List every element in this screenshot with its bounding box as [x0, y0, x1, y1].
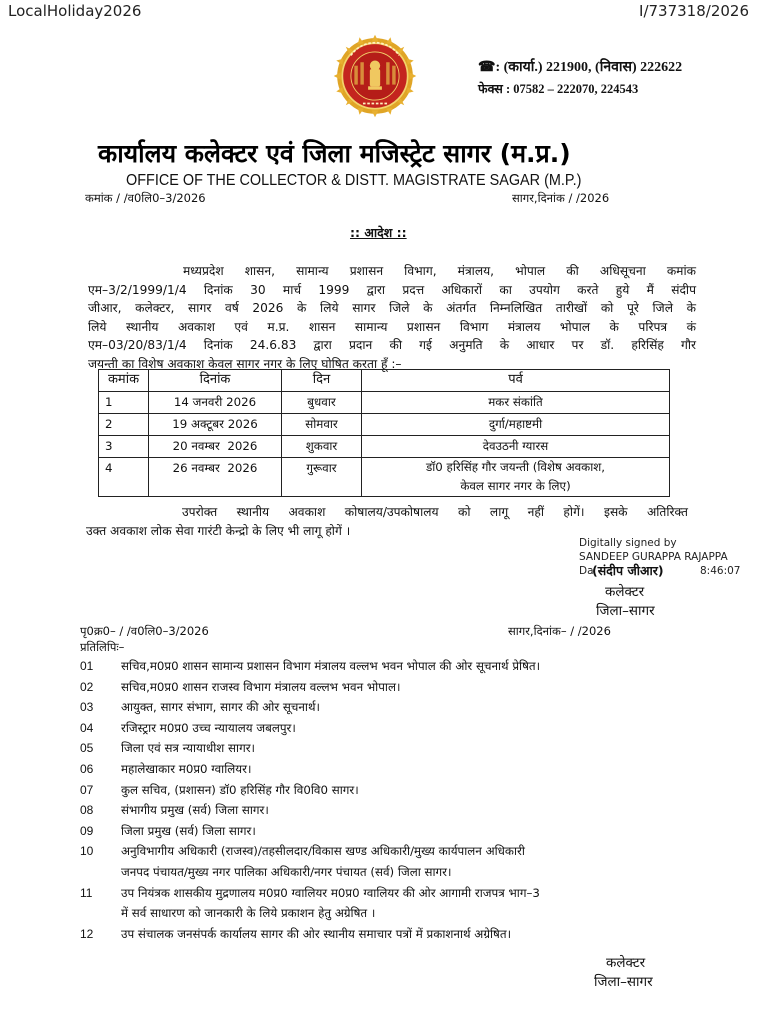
header-serial: कमांक — [99, 370, 149, 392]
item-text: उप नियंत्रक शासकीय मुद्रणालय म0प्र0 ग्वालियर म0प्र0 ग्वालियर की ओर आगामी राजपत्र भाग–3 — [121, 885, 540, 900]
order-paragraph — [88, 262, 696, 374]
item-text: अनुविभागीय अधिकारी (राजस्व)/तहसीलदार/विकास खण्ड अधिकारी/मुख्य कार्यपालन अधिकारी — [121, 844, 525, 859]
cell-day: शुकवार — [282, 436, 362, 458]
item-number: 01 — [80, 659, 94, 673]
cell-date: 14 जनवरी 2026 — [149, 392, 282, 414]
list-item — [80, 821, 750, 842]
list-item — [80, 841, 750, 882]
header-festival: पर्व — [362, 370, 670, 392]
item-text-continued: में सर्व साधारण को जानकारी के लिये प्रकाशन हेतु अग्रेषित । — [121, 906, 376, 921]
office-title-english: OFFICE OF THE COLLECTOR & DISTT. MAGISTRATE SAGAR (M.P.) — [126, 172, 582, 189]
document-name: LocalHoliday2026 — [8, 2, 142, 20]
list-item — [80, 738, 750, 759]
paragraph-line: मध्यप्रदेश शासन, सामान्य प्रशासन विभाग, मंत्रालय, भोपाल की अधिसूचना कमांक — [183, 264, 696, 278]
cell-serial: 2 — [99, 414, 149, 436]
copy-recipients-list — [80, 656, 750, 944]
paragraph-line: लिये स्थानीय अवकाश एवं म.प्र. शासन सामान्य प्रशासन विभाग मंत्रालय भोपाल के परिपत्र कं — [88, 319, 696, 334]
table-row — [99, 436, 670, 458]
note-line-2: उक्त अवकाश लोक सेवा गारंटी केन्द्रो के लिए भी लागू होगें । — [86, 524, 351, 538]
cell-day: गुरूवार — [282, 458, 362, 497]
item-text: सचिव,म0प्र0 शासन सामान्य प्रशासन विभाग मंत्रालय वल्लभ भवन भोपाल की ओर सूचनार्थ प्रेषित। — [121, 659, 541, 673]
item-text: जिला एवं सत्र न्यायाधीश सागर। — [121, 741, 256, 756]
list-item — [80, 800, 750, 821]
cell-date: 26 नवम्बर 2026 — [149, 458, 282, 497]
phone-numbers: ☎: (कार्या.) 221900, (निवास) 222622 — [478, 60, 683, 75]
cell-serial: 3 — [99, 436, 149, 458]
list-item — [80, 677, 750, 698]
table-header-row — [99, 370, 670, 392]
cell-date: 20 नवम्बर 2026 — [149, 436, 282, 458]
paragraph-line: एम–03/20/83/1/4 दिनांक 24.6.83 द्वारा प्रदान की गई अनुमति के आधार पर डॉ. हरिसिंह गौर — [88, 338, 696, 353]
item-number: 04 — [80, 720, 94, 735]
digital-signature-time: 8:46:07 — [700, 565, 741, 577]
viewer-header — [0, 0, 761, 24]
cell-day: सोमवार — [282, 414, 362, 436]
paragraph-line: जीआर, कलेक्टर, सागर वर्ष 2026 के लिये सागर जिले के अंतर्गत निम्नलिखित तारीखों को पूरे जिले के — [88, 301, 696, 316]
list-item — [80, 924, 750, 945]
signatory-district: जिला–सागर — [596, 603, 655, 619]
order-heading: :: आदेश :: — [350, 225, 407, 240]
office-title-hindi: कार्यालय कलेक्टर एवं जिला मजिस्ट्रेट सागर (म.प्र.) — [98, 139, 571, 168]
document-number: I/737318/2026 — [639, 2, 749, 20]
holiday-table — [98, 369, 670, 497]
paragraph-line: एम–3/2/1999/1/4 दिनांक 30 मार्च 1999 द्वारा प्रदत्त अधिकारों का उपयोग करते हुये मैं संदीप — [88, 282, 696, 297]
list-item — [80, 780, 750, 801]
cell-date: 19 अक्टूबर 2026 — [149, 414, 282, 436]
fax-numbers: फेक्स : 07582 – 222070, 224543 — [478, 82, 639, 96]
cell-festival: मकर संकांति — [362, 392, 670, 414]
endorsement-date: सागर,दिनांक– / /2026 — [508, 624, 611, 638]
item-text: जिला प्रमुख (सर्व) जिला सागर। — [121, 823, 256, 838]
item-text-continued: जनपद पंचायत/मुख्य नगर पालिका अधिकारी/नगर पंचायत (सर्व) जिला सागर। — [121, 864, 452, 879]
digital-signature-date-prefix: Da — [579, 565, 594, 577]
item-number: 09 — [80, 823, 94, 838]
item-number: 02 — [80, 679, 94, 694]
order-date: सागर,दिनांक / /2026 — [512, 191, 610, 205]
cell-festival — [362, 458, 670, 497]
order-reference-number: कमांक / /व0लि0–3/2026 — [85, 191, 206, 205]
item-number: 12 — [80, 926, 94, 941]
item-text: रजिस्ट्रार म0प्र0 उच्च न्यायालय जबलपुर। — [121, 720, 296, 735]
paragraph-line: जयन्ती का विशेष अवकाश केवल सागर नगर के लिए घोषित करता हूँ :– — [88, 356, 402, 371]
item-number: 05 — [80, 741, 94, 756]
copy-to-heading: प्रतिलिपिः– — [80, 640, 125, 654]
endorsement-designation: कलेक्टर — [606, 955, 646, 971]
list-item — [80, 759, 750, 780]
item-number: 11 — [80, 885, 93, 900]
list-item — [80, 697, 750, 718]
item-number: 03 — [80, 700, 94, 715]
list-item — [80, 718, 750, 739]
item-text: आयुक्त, सागर संभाग, सागर की ओर सूचनार्थ। — [121, 700, 320, 715]
item-number: 10 — [80, 844, 94, 859]
item-text: महालेखाकार म0प्र0 ग्वालियर। — [121, 761, 252, 776]
list-item — [80, 883, 750, 924]
digital-signer-name: SANDEEP GURAPPA RAJAPPA — [579, 551, 728, 563]
endorsement-reference: पृ0क्र0– / /व0लि0–3/2026 — [80, 624, 209, 638]
signatory-name: (संदीप जीआर) — [592, 563, 664, 578]
signatory-designation: कलेक्टर — [605, 584, 645, 600]
item-text: सचिव,म0प्र0 शासन राजस्व विभाग मंत्रालय वल्लभ भवन भोपाल। — [121, 679, 401, 694]
mp-state-emblem-icon — [332, 33, 418, 119]
digital-signature-label: Digitally signed by — [579, 537, 677, 549]
item-text: संभागीय प्रमुख (सर्व) जिला सागर। — [121, 803, 269, 818]
table-row — [99, 392, 670, 414]
cell-festival: देवउठनी ग्यारस — [362, 436, 670, 458]
table-row — [99, 414, 670, 436]
festival-line: केवल सागर नगर के लिए) — [460, 479, 571, 493]
header-day: दिन — [282, 370, 362, 392]
header-date: दिनांक — [149, 370, 282, 392]
item-text: उप संचालक जनसंपर्क कार्यालय सागर की ओर स्थानीय समाचार पत्रों में प्रकाशनार्थ अग्रेषित। — [121, 926, 512, 941]
list-item — [80, 656, 750, 677]
cell-festival: दुर्गा/महाष्टमी — [362, 414, 670, 436]
item-text: कुल सचिव, (प्रशासन) डॉ0 हरिसिंह गौर वि0वि0 सागर। — [121, 782, 359, 797]
festival-line: डॉ0 हरिसिंह गौर जयन्ती (विशेष अवकाश, — [425, 460, 606, 474]
table-row — [99, 458, 670, 497]
note-line-1: उपरोक्त स्थानीय अवकाश कोषालय/उपकोषालय को लागू नहीं होगें। इसके अतिरिक्त — [182, 505, 688, 519]
cell-serial: 4 — [99, 458, 149, 497]
item-number: 08 — [80, 803, 94, 818]
cell-day: बुधवार — [282, 392, 362, 414]
endorsement-district: जिला–सागर — [594, 974, 653, 990]
cell-serial: 1 — [99, 392, 149, 414]
item-number: 07 — [80, 782, 94, 797]
item-number: 06 — [80, 761, 94, 776]
